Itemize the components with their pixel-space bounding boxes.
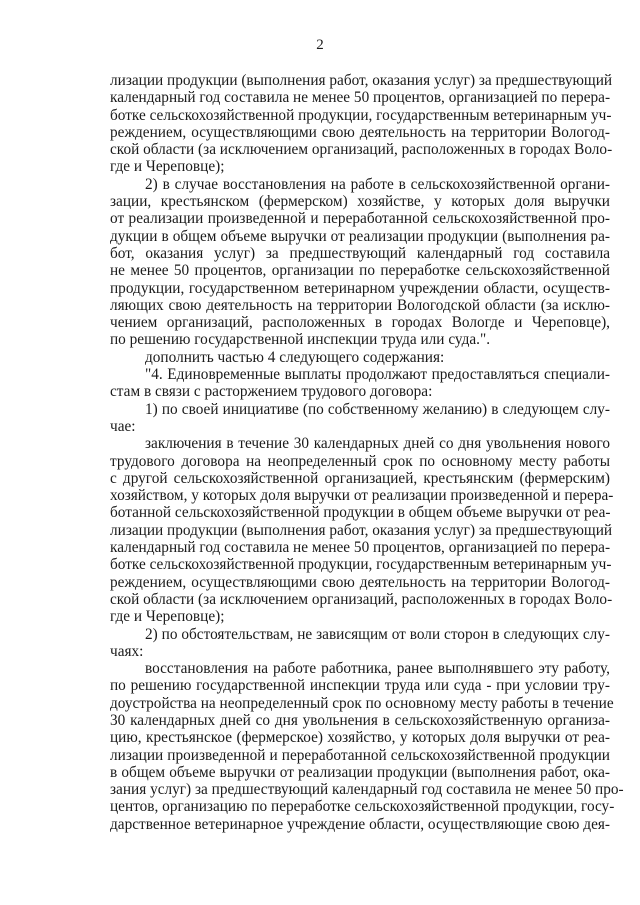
text-line: лизации продукции (выполнения работ, оказания услуг) за предшествующий (110, 72, 613, 89)
text-line: в общем объеме выручки от реализации продукции (выполнения работ, ока- (110, 763, 610, 781)
text-line: 2) в случае восстановления на работе в сельскохозяйственной органи- (145, 175, 610, 193)
text-line: по решению государственной инспекции труда или суда.". (110, 331, 491, 349)
text-line: дарственное ветеринарное учреждение области, осуществляющие свою дея- (110, 815, 610, 833)
text-line: бот, оказания услуг) за предшествующий календарный год составила (110, 244, 610, 262)
text-line: доустройства на неопределенный срок по основному месту работы в течение (110, 694, 614, 712)
text-line: ляющих свою деятельность на территории Вологодской области (за исклю- (110, 296, 610, 314)
text-line: ботанной сельскохозяйственной продукции в общем объеме выручки от реа- (110, 504, 611, 522)
text-line: зации, крестьянском (фермерском) хозяйстве, у которых доля выручки (110, 193, 610, 211)
text-line: дукции в общем объеме выручки от реализации продукции (выполнения ра- (110, 227, 610, 245)
text-line: чаях: (110, 642, 144, 660)
text-line: лизации произведенной и переработанной сельскохозяйственной продукции (110, 746, 610, 764)
text-line: центов, организацию по переработке сельскохозяйственной продукции, госу- (110, 798, 615, 816)
text-line: зания услуг) за предшествующий календарный год составила не менее 50 про- (110, 781, 624, 799)
text-line: чением организаций, расположенных в городах Вологде и Череповце), (110, 314, 610, 332)
text-line: стам в связи с расторжением трудового договора: (110, 383, 433, 401)
text-line: ской области (за исключением организаций, расположенных в городах Воло- (110, 141, 613, 159)
text-line: 2) по обстоятельствам, не зависящим от воли сторон в следующих слу- (145, 625, 610, 643)
text-line: ботке сельскохозяйственной продукции, государственным ветеринарным уч- (110, 556, 612, 574)
text-line: восстановления на работе работника, ранее выполнявшего эту работу, (145, 660, 610, 678)
text-line: где и Череповце); (110, 608, 225, 626)
text-line: не менее 50 процентов, организации по переработке сельскохозяйственной (110, 262, 610, 280)
text-line: ботке сельскохозяйственной продукции, государственным ветеринарным уч- (110, 106, 612, 124)
document-body (110, 72, 624, 833)
text-line: "4. Единовременные выплаты продолжают предоставляться специали- (145, 366, 610, 384)
text-line: 30 календарных дней со дня увольнения в сельскохозяйственную организа- (110, 711, 610, 729)
page-number: 2 (316, 37, 324, 53)
text-line: ской области (за исключением организаций, расположенных в городах Воло- (110, 590, 613, 608)
text-line: 1) по своей инициативе (по собственному желанию) в следующем слу- (145, 400, 610, 418)
text-line: по решению государственной инспекции труда или суда - при условии тру- (110, 677, 610, 695)
text-line: календарный год составила не менее 50 процентов, организацией по перера- (110, 89, 611, 107)
text-line: хозяйством, у которых доля выручки от реализации произведенной и перера- (110, 487, 614, 505)
text-line: реждением, осуществляющими свою деятельность на территории Вологод- (110, 573, 610, 591)
text-line: цию, крестьянское (фермерское) хозяйство, у которых доля выручки от реа- (110, 729, 610, 747)
text-line: дополнить частью 4 следующего содержания: (145, 348, 445, 366)
text-line: с другой сельскохозяйственной организацией, крестьянским (фермерским) (110, 469, 610, 487)
text-line: календарный год составила не менее 50 процентов, организацией по перера- (110, 539, 611, 557)
text-line: реждением, осуществляющими свою деятельность на территории Вологод- (110, 123, 610, 141)
text-line: продукции, государственном ветеринарном учреждении области, осуществ- (110, 279, 610, 297)
text-line: лизации продукции (выполнения работ, оказания услуг) за предшествующий (110, 521, 613, 539)
text-line: трудового договора на неопределенный срок по основному месту работы (110, 452, 610, 470)
text-line: заключения в течение 30 календарных дней со дня увольнения нового (145, 435, 610, 453)
text-line: чае: (110, 417, 136, 435)
text-line: где и Череповце); (110, 158, 225, 176)
text-line: от реализации произведенной и переработанной сельскохозяйственной про- (110, 210, 610, 228)
